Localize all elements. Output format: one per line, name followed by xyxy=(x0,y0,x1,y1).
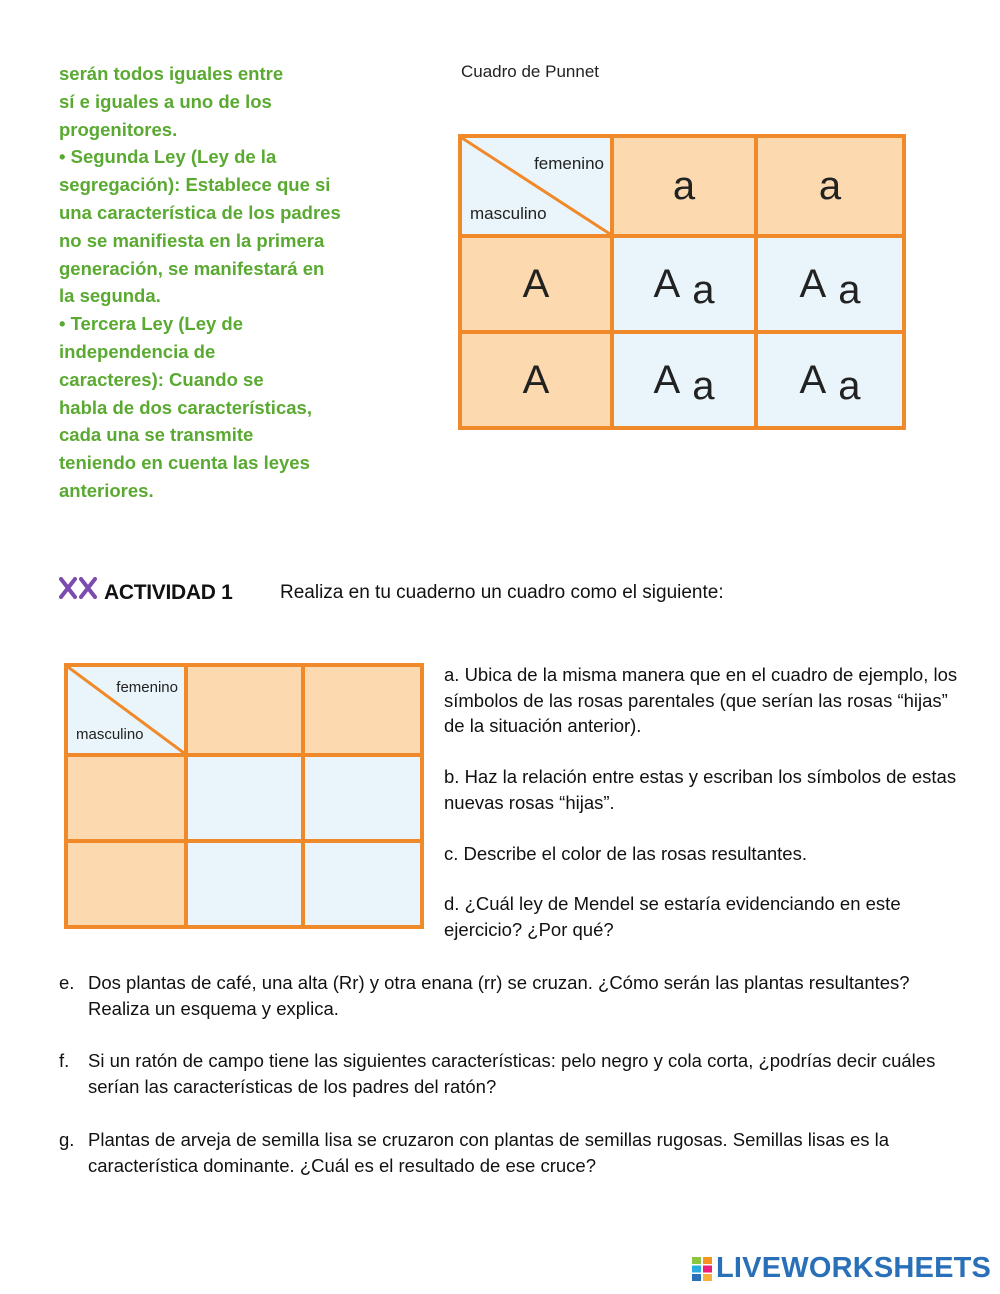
list-text: Plantas de arveja de semilla lisa se cruzaron con plantas de semillas rugosas. Semillas lisas es la característica dominante. ¿Cuál es el resultado de ese cruce? xyxy=(88,1128,890,1176)
genotype-cell xyxy=(612,236,756,332)
activity-corner-cell xyxy=(66,665,186,755)
genotype-cell xyxy=(756,332,904,428)
liveworksheets-logo-icon xyxy=(692,1257,712,1281)
punnet-square xyxy=(458,134,906,430)
intro-line: habla de dos características, xyxy=(59,396,312,418)
question-c: c. Describe el color de las rosas resultantes. xyxy=(444,842,807,864)
empty-cell xyxy=(186,841,303,927)
female-allele-cell xyxy=(612,136,756,236)
empty-header-cell xyxy=(66,841,186,927)
intro-line: no se manifiesta en la primera xyxy=(59,229,325,251)
list-text: Si un ratón de campo tiene las siguientes características: pelo negro y cola corta, ¿podrías decir cuáles serían las características de los padres del ratón? xyxy=(88,1050,936,1098)
empty-header-cell xyxy=(186,665,303,755)
female-allele: a xyxy=(818,163,842,208)
question-a: a. Ubica de la misma manera que en el cuadro de ejemplo, los símbolos de las rosas parentales (que serían las rosas “hijas” de la situación anterior). xyxy=(444,664,958,737)
list-item xyxy=(59,1127,959,1178)
punnet-corner-cell xyxy=(460,136,612,236)
male-allele: A xyxy=(522,261,550,306)
empty-header-cell xyxy=(303,665,422,755)
male-allele-cell xyxy=(460,236,612,332)
intro-line: una característica de los padres xyxy=(59,201,341,223)
genotype-allele-2: a xyxy=(838,267,861,312)
intro-line: • Tercera Ley (Ley de xyxy=(59,313,244,335)
punnet-title: Cuadro de Punnet xyxy=(461,62,599,81)
empty-cell xyxy=(303,841,422,927)
intro-line: progenitores. xyxy=(59,118,178,140)
female-allele: a xyxy=(672,163,696,208)
list-text: Dos plantas de café, una alta (Rr) y otra enana (rr) se cruzan. ¿Cómo serán las plantas resultantes? Realiza un esquema y explica. xyxy=(88,972,910,1019)
intro-line: la segunda. xyxy=(59,285,161,307)
question-b: b. Haz la relación entre estas y escriban los símbolos de estas nuevas rosas “hijas”. xyxy=(444,766,957,813)
female-allele-cell xyxy=(756,136,904,236)
list-marker: f. xyxy=(59,1050,70,1072)
male-allele: A xyxy=(522,357,550,402)
logo-text: LIVEWORKSHEETS xyxy=(716,1252,992,1284)
list-item xyxy=(59,970,959,1021)
intro-line: serán todos iguales entre xyxy=(59,63,284,84)
intro-line: generación, se manifestará en xyxy=(59,257,325,279)
intro-line: cada una se transmite xyxy=(59,424,254,446)
activity-questions xyxy=(444,662,964,943)
genotype-allele-1: A xyxy=(799,261,827,306)
male-allele-cell xyxy=(460,332,612,428)
list-item xyxy=(59,1048,959,1099)
genotype-allele-2: a xyxy=(692,363,715,408)
intro-line: teniendo en cuenta las leyes xyxy=(59,452,310,474)
intro-line: segregación): Establece que si xyxy=(59,174,331,196)
corner-male-label: masculino xyxy=(76,726,144,743)
empty-header-cell xyxy=(66,755,186,841)
question-d: d. ¿Cuál ley de Mendel se estaría evidenciando en este ejercicio? ¿Por qué? xyxy=(444,893,901,940)
genotype-allele-1: A xyxy=(799,357,827,402)
empty-cell xyxy=(186,755,303,841)
genotype-allele-2: a xyxy=(692,267,715,312)
genotype-allele-2: a xyxy=(838,363,861,408)
corner-male-label: masculino xyxy=(470,204,547,223)
chromosome-icon xyxy=(59,577,99,599)
intro-line: caracteres): Cuando se xyxy=(59,368,264,390)
corner-female-label: femenino xyxy=(116,679,178,696)
genotype-allele-1: A xyxy=(653,357,681,402)
genotype-allele-1: A xyxy=(653,261,681,306)
intro-line: independencia de xyxy=(59,340,216,362)
activity-grid xyxy=(64,663,424,929)
activity-title: ACTIVIDAD 1 xyxy=(104,581,233,604)
list-marker: g. xyxy=(59,1128,75,1150)
list-marker: e. xyxy=(59,972,75,993)
genotype-cell xyxy=(756,236,904,332)
intro-text xyxy=(59,60,389,505)
genotype-cell xyxy=(612,332,756,428)
intro-line: anteriores. xyxy=(59,479,154,501)
empty-cell xyxy=(303,755,422,841)
activity-instruction: Realiza en tu cuaderno un cuadro como el siguiente: xyxy=(280,582,724,603)
intro-line: • Segunda Ley (Ley de la xyxy=(59,146,277,168)
intro-line: sí e iguales a uno de los xyxy=(59,90,272,112)
corner-female-label: femenino xyxy=(534,154,604,173)
question-list xyxy=(59,970,959,1205)
